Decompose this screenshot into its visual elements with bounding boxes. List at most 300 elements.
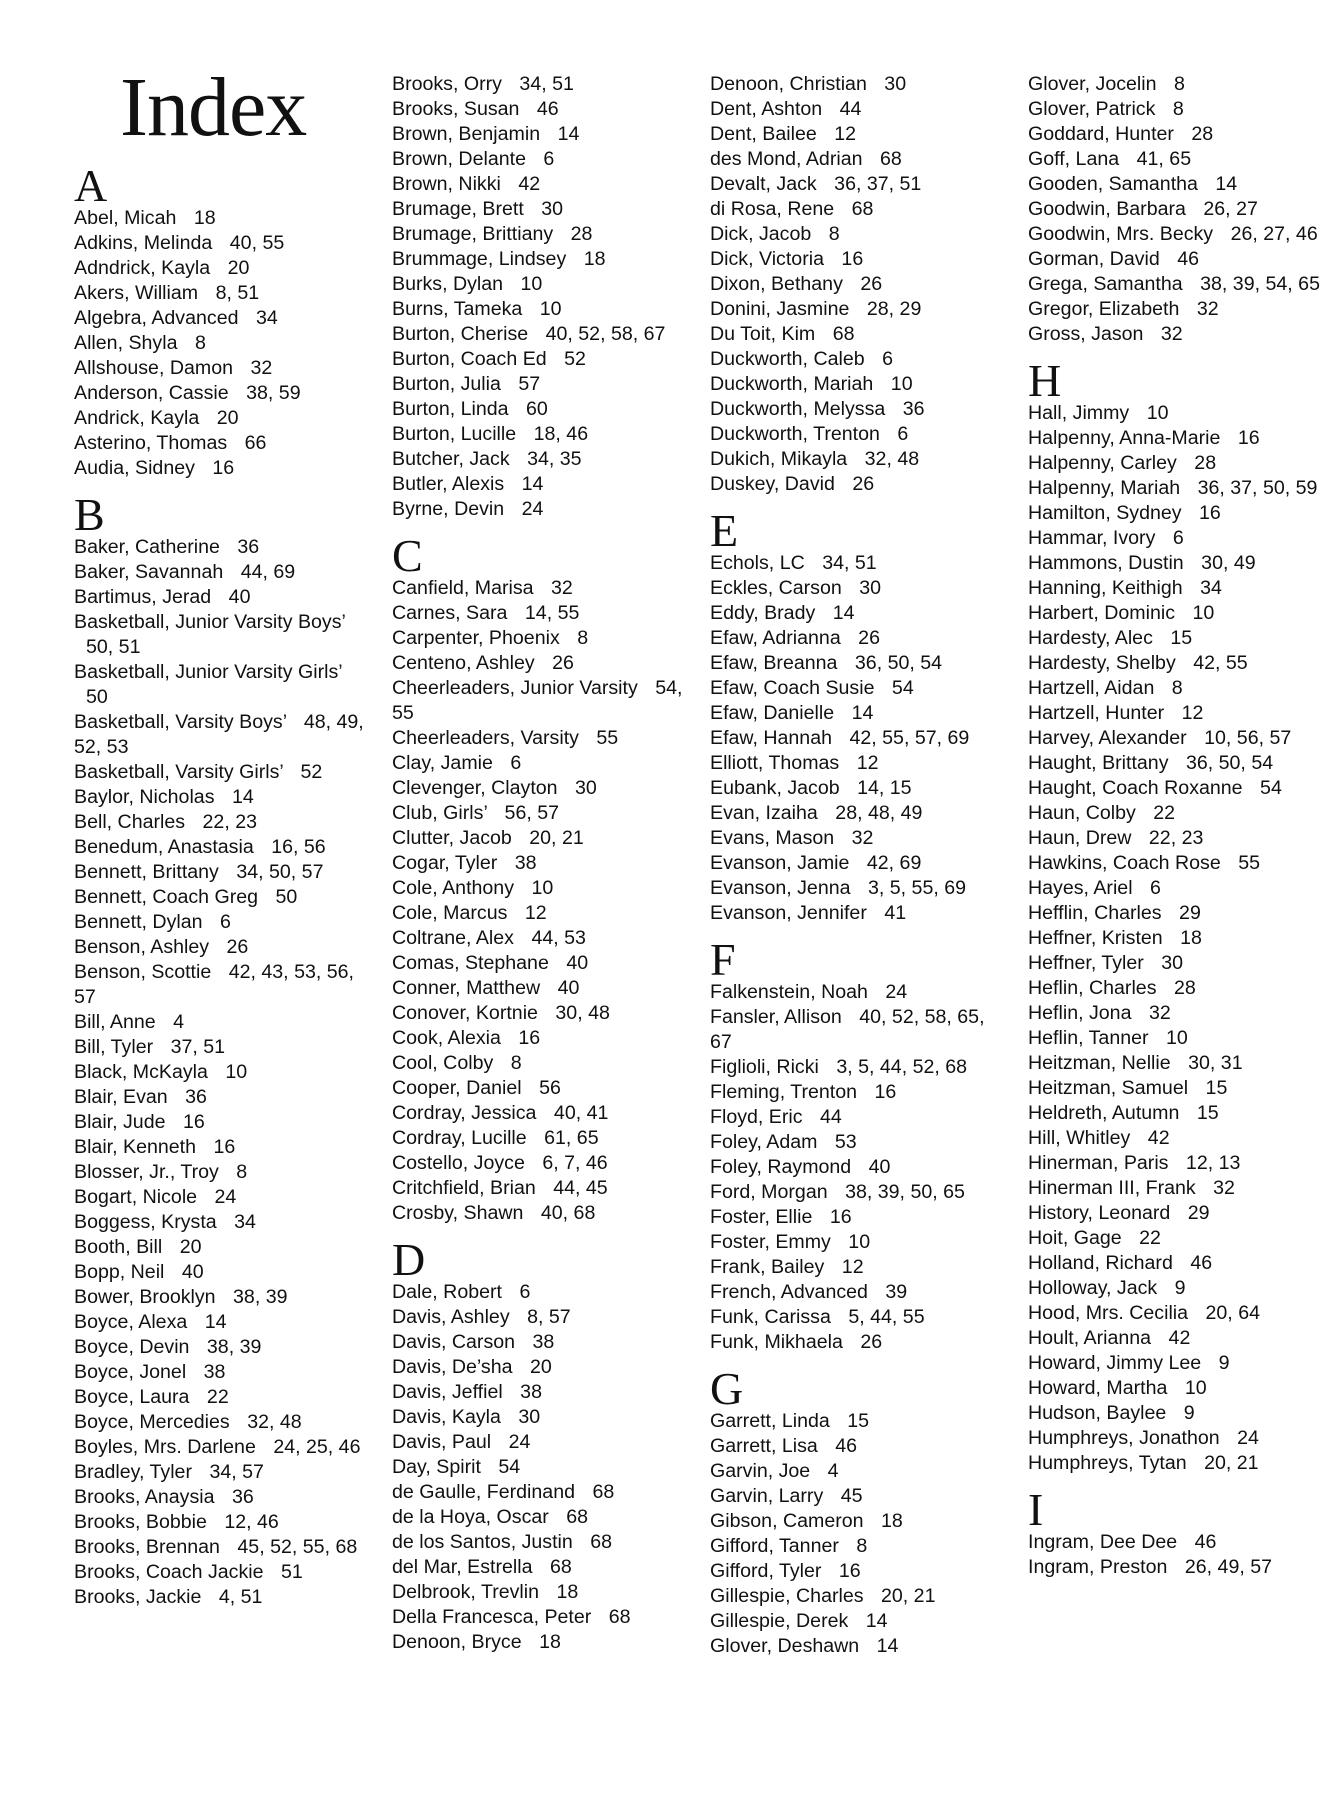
entry-pages: 14, 55 [524,602,580,624]
entry-name: Duckworth, Mariah [710,373,874,395]
index-entry [1028,626,1328,651]
entry-name: Efaw, Adrianna [710,627,841,649]
index-section [392,72,692,522]
entry-name: Brooks, Jackie [74,1586,202,1608]
entry-pages: 40 [557,977,580,999]
entry-name: Burton, Cherise [392,323,529,345]
entry-name: Donini, Jasmine [710,298,850,320]
index-entry [710,1005,1010,1055]
entry-name: Eddy, Brady [710,602,816,624]
entry-pages: 20, 21 [881,1585,936,1607]
entry-pages: 24 [521,498,544,520]
index-entry [392,472,692,497]
section-gap [710,497,1010,511]
entry-name: Asterino, Thomas [74,432,228,454]
entry-pages: 34 [234,1211,256,1233]
entry-pages: 12, 46 [224,1511,279,1533]
entry-pages: 66 [244,432,267,454]
entry-pages: 40 [868,1156,891,1178]
entry-name: Brooks, Bobbie [74,1511,207,1533]
index-section [710,497,1010,926]
entry-pages: 68 [879,148,902,170]
section-gap [392,1226,692,1240]
entry-name: Haun, Drew [1028,827,1132,849]
index-entry [74,1035,374,1060]
entry-name: Ingram, Preston [1028,1556,1168,1578]
index-entry [392,951,692,976]
entry-name: Gifford, Tyler [710,1560,822,1582]
entry-pages: 15 [1196,1102,1219,1124]
section-letter: C [392,530,423,581]
index-entry [1028,951,1328,976]
index-entry [1028,1051,1328,1076]
entry-pages: 8 [236,1161,248,1183]
entry-name: Basketball, Junior Varsity Girls’ [74,661,342,683]
entry-name: Davis, Paul [392,1431,492,1453]
entry-name: Dale, Robert [392,1281,502,1303]
entry-name: Cordray, Lucille [392,1127,527,1149]
entry-name: Akers, William [74,282,199,304]
entry-name: Dixon, Bethany [710,273,843,295]
entry-name: Gross, Jason [1028,323,1144,345]
entry-name: Benson, Scottie [74,961,212,983]
entry-pages: 14 [521,473,544,495]
entry-pages: 22 [1139,1227,1161,1249]
index-entry [1028,1201,1328,1226]
index-entry [1028,1251,1328,1276]
index-entry [710,1180,1010,1205]
entry-name: Falkenstein, Noah [710,981,868,1003]
index-entry [710,222,1010,247]
index-entry [710,422,1010,447]
entry-name: Eubank, Jacob [710,777,840,799]
entry-pages: 34 [1200,577,1222,599]
entry-pages: 26, 27, 46 [1230,223,1318,245]
entry-name: Duckworth, Trenton [710,423,880,445]
entry-pages: 22 [1153,802,1176,824]
entry-pages: 10 [531,877,554,899]
entry-pages: 36 [185,1086,207,1108]
index-entry [1028,576,1328,601]
entry-pages: 16, 56 [271,836,326,858]
index-entry [392,1530,692,1555]
entry-pages: 50, 51 [86,636,141,658]
index-entry [1028,1101,1328,1126]
entry-pages: 36, 50, 54 [854,652,943,674]
index-entry [74,1060,374,1085]
entry-pages: 36 [902,398,925,420]
index-entry [392,1176,692,1201]
entry-pages: 42, 69 [866,852,922,874]
index-entry [392,926,692,951]
index-entry [1028,1426,1328,1451]
entry-pages: 28 [570,223,593,245]
entry-name: Booth, Bill [74,1236,163,1258]
entry-pages: 16 [1237,427,1260,449]
entry-pages: 30 [518,1406,541,1428]
index-entry [710,147,1010,172]
entry-pages: 14 [557,123,580,145]
entry-name: Ford, Morgan [710,1181,828,1203]
index-entry [710,122,1010,147]
entry-pages: 32 [1160,323,1183,345]
entry-name: Garrett, Lisa [710,1435,818,1457]
entry-pages: 42 [518,173,541,195]
index-entry [392,122,692,147]
index-entry [74,710,374,760]
index-entry [710,1130,1010,1155]
entry-name: Burton, Coach Ed [392,348,547,370]
index-entry [392,1630,692,1655]
entry-pages: 34, 57 [209,1461,264,1483]
entry-pages: 40 [228,586,251,608]
index-entry [1028,851,1328,876]
entry-name: Benedum, Anastasia [74,836,254,858]
entry-pages: 16 [518,1027,541,1049]
entry-name: di Rosa, Rene [710,198,835,220]
entry-pages: 54 [498,1456,521,1478]
entry-pages: 26 [552,652,574,674]
index-entry [74,885,374,910]
entry-name: Algebra, Advanced [74,307,239,329]
entry-name: Blair, Jude [74,1111,166,1133]
entry-name: Hoit, Gage [1028,1227,1122,1249]
index-entry [392,1505,692,1530]
entry-name: Hartzell, Hunter [1028,702,1165,724]
index-entry [74,1360,374,1385]
entry-name: Benson, Ashley [74,936,210,958]
entry-name: Fansler, Allison [710,1006,842,1028]
entry-name: Halpenny, Anna-Marie [1028,427,1221,449]
entry-name: Funk, Carissa [710,1306,831,1328]
index-entry [1028,1301,1328,1326]
index-section [710,1355,1010,1659]
entry-name: Duckworth, Melyssa [710,398,886,420]
entry-name: Fleming, Trenton [710,1081,858,1103]
entry-name: Bogart, Nicole [74,1186,198,1208]
entry-name: Club, Girls’ [392,802,488,824]
entry-pages: 6 [543,148,555,170]
entry-name: Baker, Catherine [74,536,220,558]
entry-pages: 6 [219,911,231,933]
entry-name: Bennett, Brittany [74,861,219,883]
index-entry [74,1460,374,1485]
entry-pages: 32 [250,357,273,379]
entry-name: Hudson, Baylee [1028,1402,1167,1424]
entry-pages: 20 [179,1236,202,1258]
entry-pages: 10 [1166,1027,1188,1049]
entry-name: Bell, Charles [74,811,186,833]
entry-pages: 30 [884,73,907,95]
entry-pages: 8 [194,332,206,354]
entry-pages: 8 [577,627,589,649]
index-entry [710,197,1010,222]
index-entry [1028,1451,1328,1476]
entry-pages: 18 [556,1581,579,1603]
index-entry [392,626,692,651]
entry-name: Carnes, Sara [392,602,508,624]
entry-name: Halpenny, Mariah [1028,477,1181,499]
entry-pages: 12 [856,752,879,774]
index-entry [1028,1126,1328,1151]
index-entry [74,1135,374,1160]
entry-name: Hall, Jimmy [1028,402,1130,424]
index-entry [392,1126,692,1151]
entry-name: Efaw, Coach Susie [710,677,875,699]
entry-pages: 32, 48 [247,1411,302,1433]
index-entry [710,322,1010,347]
entry-name: Gorman, David [1028,248,1160,270]
index-entry [74,660,374,710]
index-entry [74,431,374,456]
entry-name: Burton, Linda [392,398,509,420]
entry-pages: 51 [280,1561,303,1583]
index-entry [1028,726,1328,751]
entry-name: Brooks, Coach Jackie [74,1561,264,1583]
entry-name: Duskey, David [710,473,835,495]
entry-pages: 55 [596,727,619,749]
entry-pages: 20, 21 [529,827,584,849]
entry-name: Elliott, Thomas [710,752,840,774]
entry-pages: 16 [829,1206,852,1228]
index-entry [1028,1176,1328,1201]
index-entry [392,372,692,397]
index-entry [74,356,374,381]
index-entry [392,222,692,247]
entry-pages: 44 [839,98,862,120]
entry-pages: 26 [852,473,875,495]
index-section [74,481,374,1610]
entry-pages: 24 [1237,1427,1259,1449]
entry-name: Cole, Anthony [392,877,515,899]
entry-pages: 22, 23 [202,811,258,833]
entry-pages: 4 [827,1460,839,1482]
entry-name: Dick, Victoria [710,248,824,270]
entry-name: Delbrook, Trevlin [392,1581,540,1603]
entry-pages: 32 [551,577,573,599]
entry-name: Goff, Lana [1028,148,1120,170]
entry-pages: 16 [182,1111,205,1133]
index-section [710,926,1010,1355]
entry-name: Denoon, Christian [710,73,867,95]
entry-name: Cogar, Tyler [392,852,498,874]
entry-name: Della Francesca, Peter [392,1606,592,1628]
index-entry [392,976,692,1001]
index-entry [1028,926,1328,951]
index-entry [74,860,374,885]
entry-name: Denoon, Bryce [392,1631,522,1653]
entry-name: Critchfield, Brian [392,1177,536,1199]
index-entry [392,197,692,222]
index-entry [392,726,692,751]
entry-pages: 4 [173,1011,185,1033]
entry-pages: 5, 44, 55 [848,1306,925,1328]
entry-pages: 18 [1180,927,1202,949]
index-entry [710,1280,1010,1305]
entry-name: Glover, Jocelin [1028,73,1157,95]
index-entry [74,406,374,431]
index-entry [74,1110,374,1135]
index-entry [710,372,1010,397]
index-column-4 [1028,72,1328,1580]
entry-pages: 26 [858,627,880,649]
entry-name: Clay, Jamie [392,752,493,774]
index-entry [74,585,374,610]
entry-pages: 44, 69 [240,561,296,583]
entry-pages: 16 [212,457,235,479]
entry-pages: 38 [520,1381,542,1403]
index-column-2 [392,72,692,1655]
entry-pages: 26, 27 [1203,198,1258,220]
entry-name: Davis, Kayla [392,1406,501,1428]
entry-name: Hartzell, Aidan [1028,677,1155,699]
index-entry [1028,147,1328,172]
entry-pages: 32 [851,827,874,849]
entry-pages: 48, 49, 52, 53 [74,711,364,758]
index-entry [1028,172,1328,197]
entry-name: Brown, Nikki [392,173,501,195]
entry-name: Hinerman, Paris [1028,1152,1169,1174]
section-gap [710,926,1010,940]
entry-pages: 42, 55, 57, 69 [849,727,970,749]
index-entry [710,172,1010,197]
entry-name: Allen, Shyla [74,332,178,354]
entry-pages: 40, 55 [229,232,285,254]
section-gap [710,1355,1010,1369]
section-letter: H [1028,355,1062,406]
index-entry [1028,1530,1328,1555]
entry-name: Allshouse, Damon [74,357,234,379]
index-entry [710,247,1010,272]
entry-name: French, Advanced [710,1281,868,1303]
entry-pages: 54, 55 [392,677,683,724]
entry-name: Holland, Richard [1028,1252,1173,1274]
entry-pages: 32 [1213,1177,1235,1199]
index-entry [74,1535,374,1560]
entry-pages: 32 [1148,1002,1171,1024]
entry-name: Efaw, Breanna [710,652,838,674]
index-entry [1028,751,1328,776]
entry-name: Brooks, Brennan [74,1536,220,1558]
entry-name: Cordray, Jessica [392,1102,537,1124]
entry-name: Gibson, Cameron [710,1510,864,1532]
entry-name: Boyles, Mrs. Darlene [74,1436,256,1458]
entry-pages: 68 [608,1606,631,1628]
entry-pages: 8 [856,1535,868,1557]
entry-name: Garrett, Linda [710,1410,830,1432]
entry-name: Floyd, Eric [710,1106,803,1128]
index-entry [1028,801,1328,826]
entry-name: Eckles, Carson [710,577,842,599]
index-entry [1028,322,1328,347]
entry-pages: 20 [529,1356,552,1378]
index-entry [392,601,692,626]
entry-name: Heldreth, Autumn [1028,1102,1180,1124]
entry-name: Hill, Whitley [1028,1127,1131,1149]
entry-name: de la Hoya, Oscar [392,1506,549,1528]
entry-name: Harbert, Dominic [1028,602,1175,624]
entry-pages: 32, 48 [864,448,920,470]
section-gap [392,522,692,536]
index-entry [1028,1376,1328,1401]
index-entry [392,676,692,726]
index-entry [710,1409,1010,1434]
entry-name: Comas, Stephane [392,952,549,974]
index-entry [392,397,692,422]
entry-pages: 68 [566,1506,589,1528]
entry-pages: 18 [881,1510,903,1532]
entry-pages: 36, 50, 54 [1185,752,1274,774]
entry-pages: 38, 39, 54, 65 [1200,273,1320,295]
entry-pages: 10 [1192,602,1215,624]
entry-name: Ingram, Dee Dee [1028,1531,1178,1553]
entry-name: Brooks, Anaysia [74,1486,215,1508]
entry-pages: 8, 51 [215,282,260,304]
entry-name: Bopp, Neil [74,1261,165,1283]
entry-pages: 54 [891,677,914,699]
index-entry [74,535,374,560]
entry-pages: 38 [514,852,537,874]
entry-pages: 36 [231,1486,254,1508]
index-column-3 [710,72,1010,1659]
entry-name: Basketball, Junior Varsity Boys’ [74,611,346,633]
entry-name: Hanning, Keithigh [1028,577,1183,599]
index-entry [392,322,692,347]
entry-pages: 10 [848,1231,871,1253]
entry-pages: 6 [1172,527,1184,549]
entry-name: Glover, Patrick [1028,98,1156,120]
index-entry [74,1335,374,1360]
entry-pages: 20, 21 [1204,1452,1259,1474]
entry-name: Hardesty, Shelby [1028,652,1176,674]
entry-pages: 16 [838,1560,861,1582]
entry-pages: 14 [204,1311,227,1333]
index-entry [1028,676,1328,701]
entry-pages: 54 [1260,777,1282,799]
entry-name: Byrne, Devin [392,498,505,520]
index-entry [74,256,374,281]
entry-name: Foley, Adam [710,1131,818,1153]
index-entry [74,610,374,660]
section-gap [74,481,374,495]
entry-pages: 6 [1150,877,1161,899]
index-entry [1028,1326,1328,1351]
entry-name: Davis, Jeffiel [392,1381,503,1403]
entry-pages: 10 [890,373,913,395]
entry-pages: 14 [231,786,254,808]
entry-name: Garvin, Larry [710,1485,824,1507]
entry-name: Humphreys, Jonathon [1028,1427,1220,1449]
entry-pages: 61, 65 [544,1127,599,1149]
entry-name: Goodwin, Mrs. Becky [1028,223,1214,245]
entry-name: Echols, LC [710,552,805,574]
entry-name: History, Leonard [1028,1202,1171,1224]
entry-name: Bill, Anne [74,1011,156,1033]
entry-name: Blosser, Jr., Troy [74,1161,219,1183]
entry-name: Heffner, Tyler [1028,952,1144,974]
entry-name: Haun, Colby [1028,802,1136,824]
entry-name: Dent, Bailee [710,123,817,145]
entry-pages: 46 [1190,1252,1213,1274]
entry-pages: 38 [203,1361,226,1383]
entry-pages: 41, 65 [1136,148,1192,170]
section-letter: B [74,489,105,540]
entry-pages: 15 [1205,1077,1228,1099]
index-entry [1028,826,1328,851]
index-entry [710,851,1010,876]
index-entry [710,1534,1010,1559]
entry-name: Brummage, Lindsey [392,248,567,270]
